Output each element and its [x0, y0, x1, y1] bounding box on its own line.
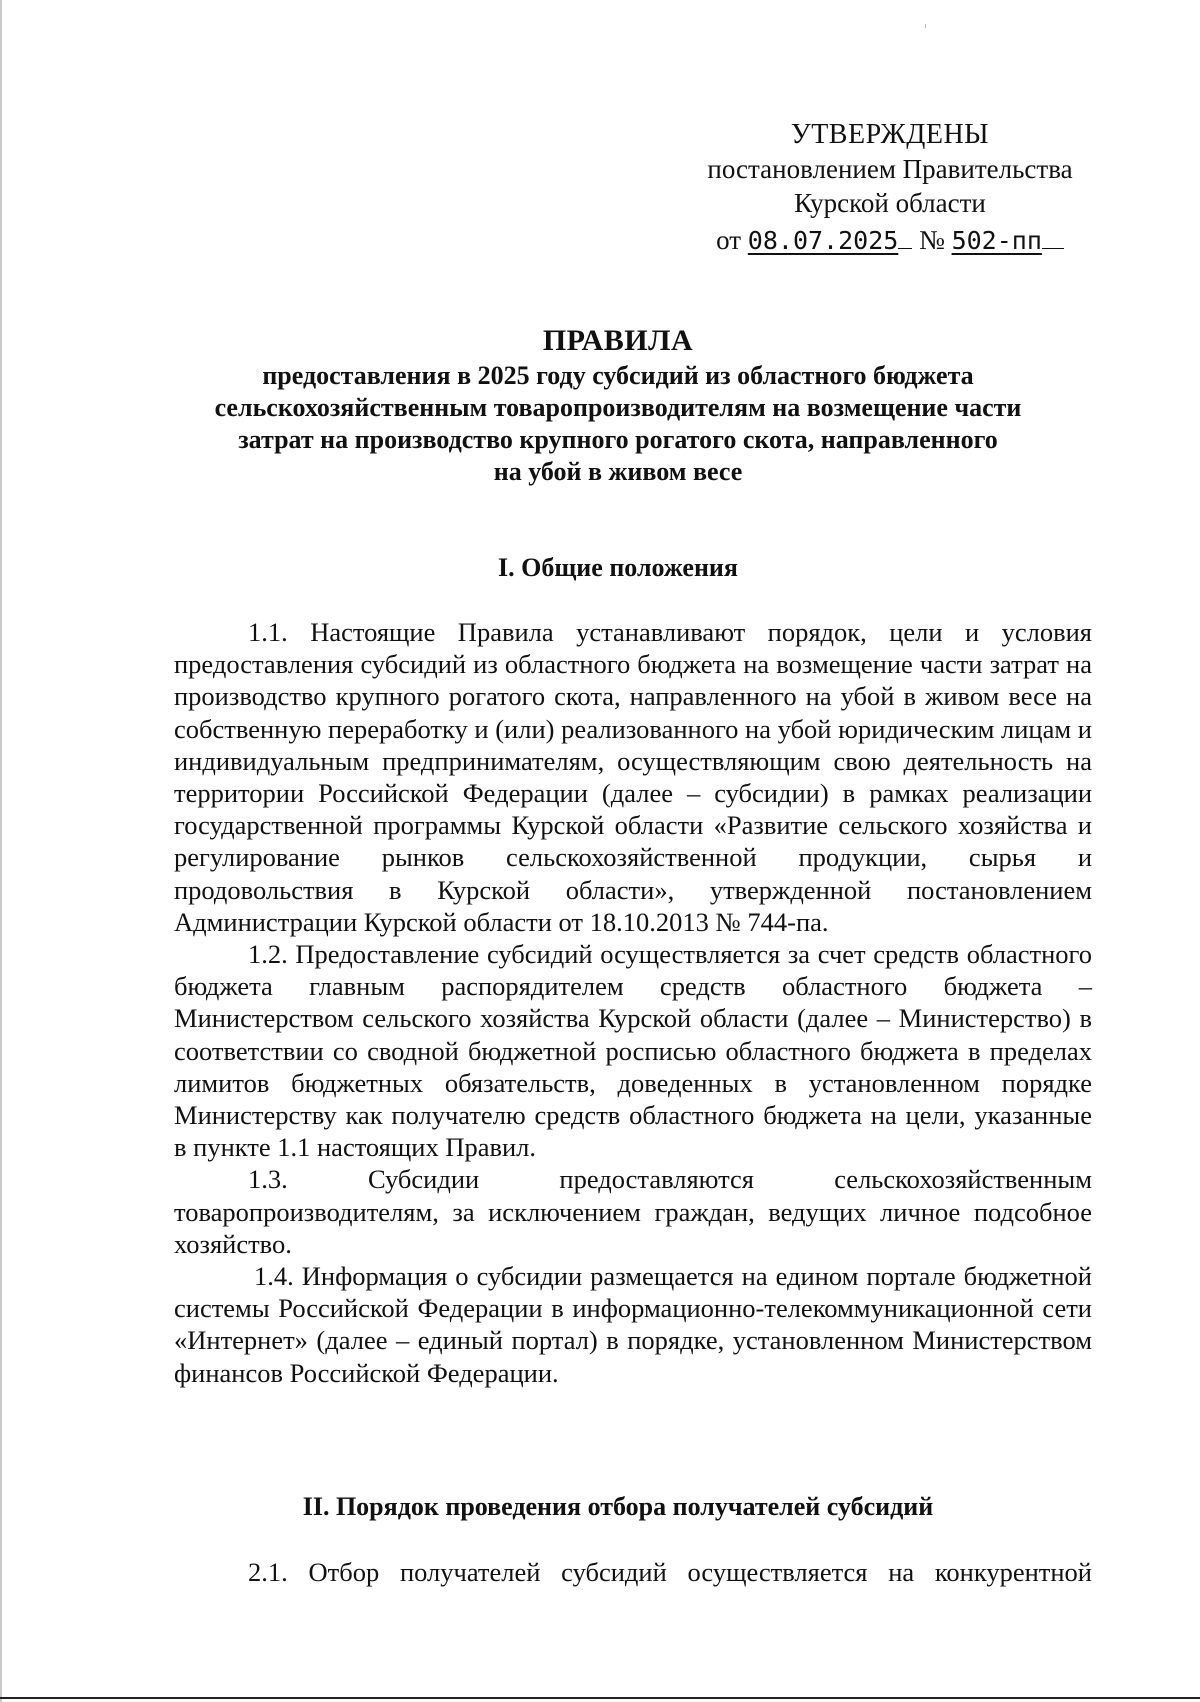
title-subtitle-line: предоставления в 2025 году субсидий из областного бюджета: [262, 361, 974, 390]
approval-line-1: постановлением Правительства: [707, 154, 1073, 184]
paragraph-1-3: 1.3. Субсидии предоставляются сельскохозяйственным товаропроизводителям, за исключением граждан, ведущих личное подсобное хозяйство.: [174, 1164, 1092, 1259]
document-body: [174, 616, 1092, 1389]
approval-number: 502-пп: [951, 226, 1042, 255]
approval-line-2: Курской области: [794, 188, 986, 218]
approval-heading: УТВЕРЖДЕНЫ: [790, 119, 990, 150]
section-heading-2: II. Порядок проведения отбора получателей субсидий: [302, 1492, 934, 1521]
paragraph-1-2: 1.2. Предоставление субсидий осуществляется за счет средств областного бюджета главным распорядителем средств областного бюджета – Министерством сельского хозяйства Курской области (далее – Министерство) в соответствии со сводной бюджетной росписью областного бюджета в пределах лимитов бюджетных обязательств, доведенных в установленном порядке Министерству как получателю средств областного бюджета на цели, указанные в пункте 1.1 настоящих Правил.: [174, 939, 1092, 1163]
section-heading-1: I. Общие положения: [498, 553, 738, 582]
scan-bottom-edge: [0, 1697, 1200, 1699]
document-title: ПРАВИЛА: [542, 324, 694, 357]
date-prefix: от: [716, 225, 742, 255]
approval-date-line: [680, 220, 1100, 258]
paragraph-1-4: 1.4. Информация о субсидии размещается на едином портале бюджетной системы Российской Федерации в информационно-телекоммуникационной сети «Интернет» (далее – единый портал) в порядке, установленном Министерством финансов Российской Федерации.: [174, 1261, 1092, 1388]
number-prefix: №: [919, 225, 945, 255]
paragraph-2-1: 2.1. Отбор получателей субсидий осуществляется на конкурентной: [248, 1557, 1092, 1587]
approval-date: 08.07.2025: [747, 226, 899, 255]
number-underline-pad: [1042, 220, 1064, 249]
scan-artifact: [925, 24, 926, 28]
approval-stamp: [680, 118, 1100, 258]
scan-left-edge: [0, 0, 2, 1702]
paragraph-1-1: 1.1. Настоящие Правила устанавливают порядок, цели и условия предоставления субсидий из областного бюджета на возмещение части затрат на производство крупного рогатого скота, направленного на убой в живом весе на собственную переработку и (или) реализованного на убой юридическим лицам и индивидуальным предпринимателям, осуществляющим свою деятельность на территории Российской Федерации (далее – субсидии) в рамках реализации государственной программы Курской области «Развитие сельского хозяйства и регулирование рынков сельскохозяйственной продукции, сырья и продовольствия в Курской области», утвержденной постановлением Администрации Курской области от 18.10.2013 № 744-па.: [174, 617, 1092, 937]
title-subtitle-line: сельскохозяйственным товаропроизводителям на возмещение части: [214, 393, 1022, 422]
date-underline-pad: [898, 220, 912, 249]
title-subtitle-line: затрат на производство крупного рогатого скота, направленного: [238, 425, 998, 454]
title-subtitle-line: на убой в живом весе: [493, 457, 743, 486]
document-title-block: [150, 322, 1086, 488]
